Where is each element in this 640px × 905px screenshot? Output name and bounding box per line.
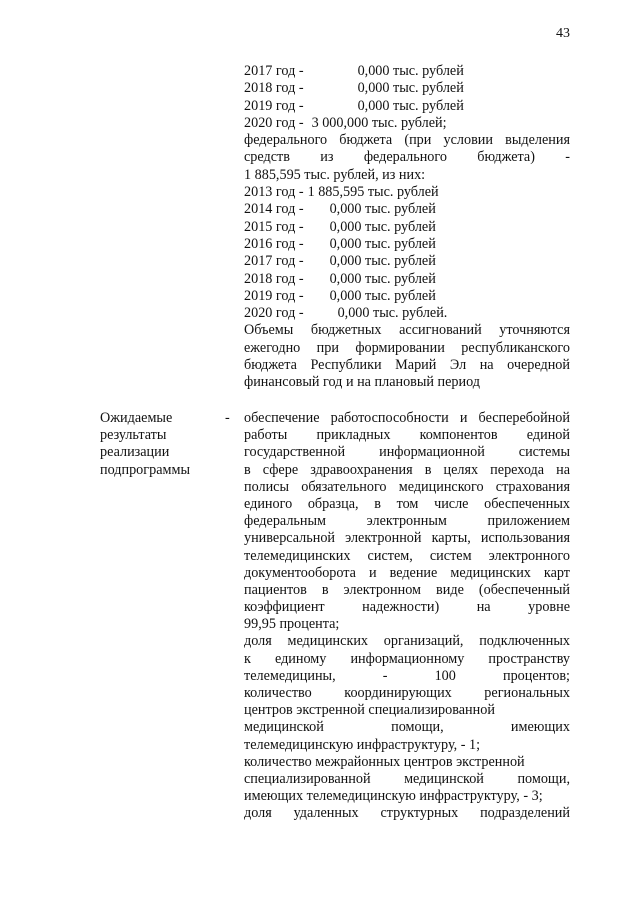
results-label-line: подпрограммы [100, 461, 190, 478]
year-row [244, 236, 570, 253]
federal-intro-line: федерального бюджета (при условии выделения [244, 132, 570, 149]
results-line: государственной информационной системы [244, 444, 570, 461]
federal-intro-line: средств из федерального бюджета) - [244, 149, 570, 166]
year-label: 2017 год - [244, 253, 304, 270]
year-row [244, 201, 570, 218]
results-label-line: реализации [100, 444, 170, 461]
results-text [244, 410, 570, 823]
results-line: федеральным электронным приложением [244, 513, 570, 530]
year-label: 2020 год - [244, 114, 304, 131]
results-line: пациентов в электронном виде (обеспеченный [244, 581, 570, 598]
results-dash: - [225, 410, 230, 426]
year-amount: 0,000 тыс. рублей [329, 287, 436, 304]
budget-note-line: финансовый год и на плановый период [244, 374, 481, 391]
results-line: телемедицинскую инфраструктуру, - 1; [244, 736, 481, 753]
year-row [244, 305, 570, 322]
budget-note-line: ежегодно при формировании республиканского [244, 339, 570, 356]
results-line: единого образца, в том числе обеспеченных [244, 495, 570, 512]
year-label: 2020 год - [244, 305, 304, 322]
results-label-line: результаты [100, 427, 167, 444]
results-line: доля удаленных структурных подразделений [244, 805, 570, 822]
year-amount: 3 000,000 тыс. рублей; [311, 114, 447, 131]
year-amount: 0,000 тыс. рублей [357, 63, 464, 79]
results-line: к единому информационному пространству [244, 650, 570, 667]
year-amount: 0,000 тыс. рублей [329, 253, 436, 270]
year-row [244, 80, 570, 97]
results-line: полисы обязательного медицинского страхования [244, 478, 570, 495]
budget-note-line: бюджета Республики Марий Эл на очередной [244, 357, 570, 374]
results-line: обеспечение работоспособности и бесперебойной [244, 410, 570, 426]
year-amount: 0,000 тыс. рублей [329, 235, 436, 252]
results-line: количество межрайонных центров экстренной [244, 753, 525, 770]
year-amount: 0,000 тыс. рублей. [337, 305, 448, 322]
year-amount: 0,000 тыс. рублей [357, 97, 464, 114]
year-amount: 1 885,595 тыс. рублей [307, 184, 439, 201]
results-line: центров экстренной специализированной [244, 702, 495, 719]
year-amount: 0,000 тыс. рублей [329, 270, 436, 287]
results-line: доля медицинских организаций, подключенных [244, 633, 570, 650]
budget-block [244, 63, 570, 392]
budget-note [244, 322, 570, 391]
regional-year-list [244, 63, 570, 132]
results-line: работы прикладных компонентов единой [244, 427, 570, 444]
page-number: 43 [556, 26, 570, 41]
year-row [244, 63, 570, 80]
results-line: имеющих телемедицинскую инфраструктуру, - 3; [244, 788, 543, 805]
year-label: 2018 год - [244, 270, 304, 287]
results-line: 99,95 процента; [244, 616, 340, 633]
results-line: медицинской помощи, имеющих [244, 719, 570, 736]
year-row [244, 271, 570, 288]
year-label: 2019 год - [244, 97, 304, 114]
year-label: 2013 год - [244, 184, 304, 201]
results-line: документооборота и ведение медицинских карт [244, 564, 570, 581]
federal-intro [244, 132, 570, 184]
results-line: в сфере здравоохранения в целях перехода на [244, 461, 570, 478]
year-label: 2019 год - [244, 287, 304, 304]
year-label: 2018 год - [244, 80, 304, 97]
year-amount: 0,000 тыс. рублей [357, 80, 464, 97]
results-line: количество координирующих региональных [244, 685, 570, 701]
results-label [100, 410, 220, 479]
results-line: телемедицины, - 100 процентов; [244, 667, 570, 684]
year-row [244, 219, 570, 236]
results-line: специализированной медицинской помощи, [244, 770, 570, 787]
year-row [244, 98, 570, 115]
year-label: 2015 год - [244, 218, 304, 235]
federal-year-list [244, 184, 570, 322]
year-amount: 0,000 тыс. рублей [329, 218, 436, 235]
results-line: универсальной электронной карты, использования [244, 530, 570, 547]
year-row [244, 184, 570, 201]
results-line: коэффициент надежности) на уровне [244, 599, 570, 616]
federal-intro-line: 1 885,595 тыс. рублей, из них: [244, 166, 426, 183]
year-row [244, 253, 570, 270]
results-line: телемедицинских систем, систем электронного [244, 547, 570, 564]
year-amount: 0,000 тыс. рублей [329, 201, 436, 218]
year-row [244, 115, 570, 132]
results-label-line: Ожидаемые [100, 410, 173, 426]
year-row [244, 288, 570, 305]
budget-note-line: Объемы бюджетных ассигнований уточняются [244, 322, 570, 339]
year-label: 2016 год - [244, 235, 304, 252]
year-label: 2017 год - [244, 63, 304, 79]
year-label: 2014 год - [244, 201, 304, 218]
